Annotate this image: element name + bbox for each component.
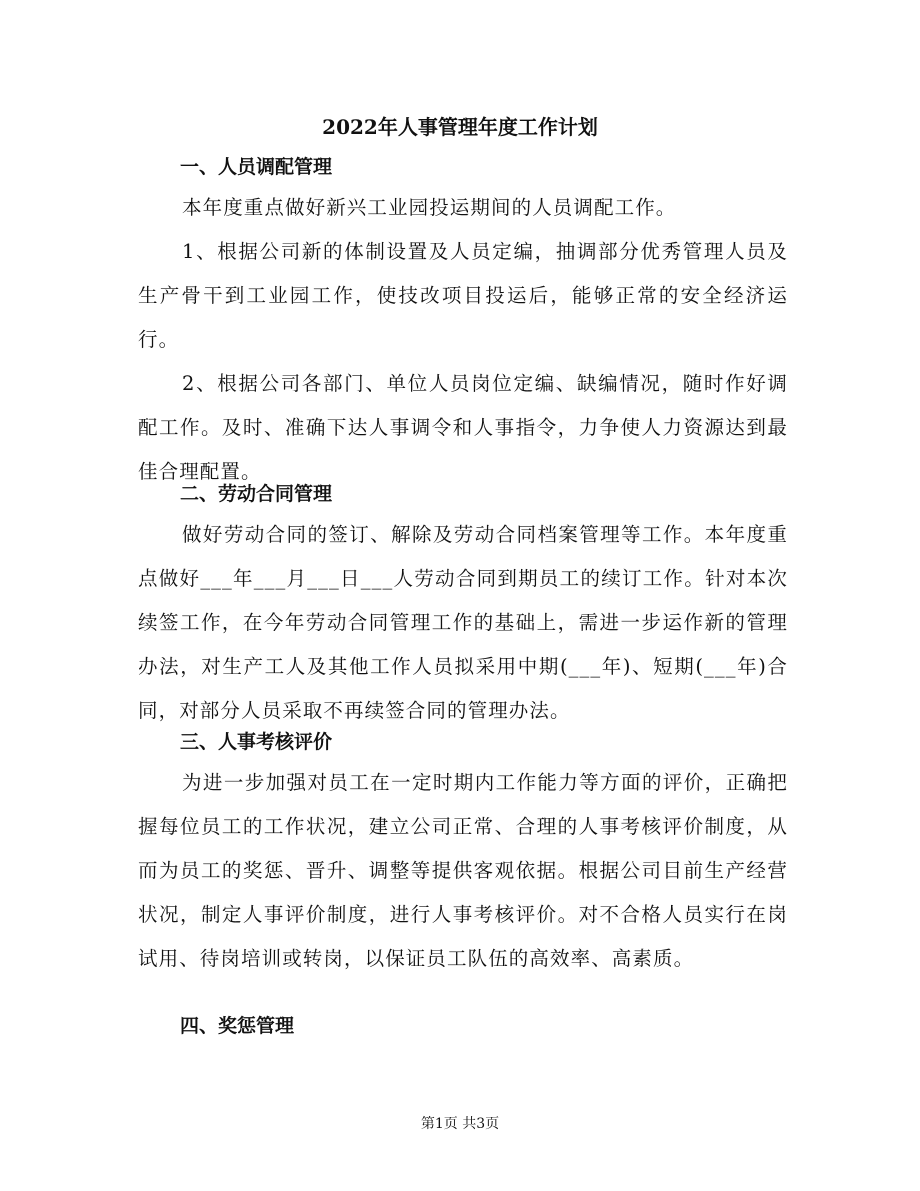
section-heading-rewards-penalties: 四、奖惩管理 — [180, 1015, 295, 1037]
paragraph-performance-evaluation: 为进一步加强对员工在一定时期内工作能力等方面的评价，正确把握每位员工的工作状况，建立公司正常、合理的人事考核评价制度，从而为员工的奖惩、晋升、调整等提供客观依据。根据公司目前生产经营状况，制定人事评价制度，进行人事考核评价。对不合格人员实行在岗试用、待岗培训或转岗，以保证员工队伍的高效率、高素质。 — [138, 771, 788, 970]
paragraph-labor-contract: 做好劳动合同的签订、解除及劳动合同档案管理等工作。本年度重点做好___年___月___日___人劳动合同到期员工的续订工作。针对本次续签工作，在今年劳动合同管理工作的基础上，需进一步运作新的管理办法，对生产工人及其他工作人员拟采用中期(___年)、短期(___年)合同，对部分人员采取不再续签合同的管理办法。 — [138, 523, 788, 722]
page-footer: 第1页 共3页 — [420, 1116, 500, 1132]
paragraph-allocation-item-1: 1、根据公司新的体制设置及人员定编，抽调部分优秀管理人员及生产骨干到工业园工作，使技改项目投运后，能够正常的安全经济运行。 — [138, 240, 788, 351]
section-heading-performance-evaluation: 三、人事考核评价 — [180, 731, 333, 753]
paragraph-allocation-intro: 本年度重点做好新兴工业园投运期间的人员调配工作。 — [182, 196, 677, 219]
section-heading-personnel-allocation: 一、人员调配管理 — [180, 156, 333, 178]
section-heading-labor-contract: 二、劳动合同管理 — [180, 483, 333, 505]
document-title: 2022年人事管理年度工作计划 — [322, 115, 598, 139]
paragraph-allocation-item-2: 2、根据公司各部门、单位人员岗位定编、缺编情况，随时作好调配工作。及时、准确下达人事调令和人事指令，力争使人力资源达到最佳合理配置。 — [138, 372, 788, 483]
